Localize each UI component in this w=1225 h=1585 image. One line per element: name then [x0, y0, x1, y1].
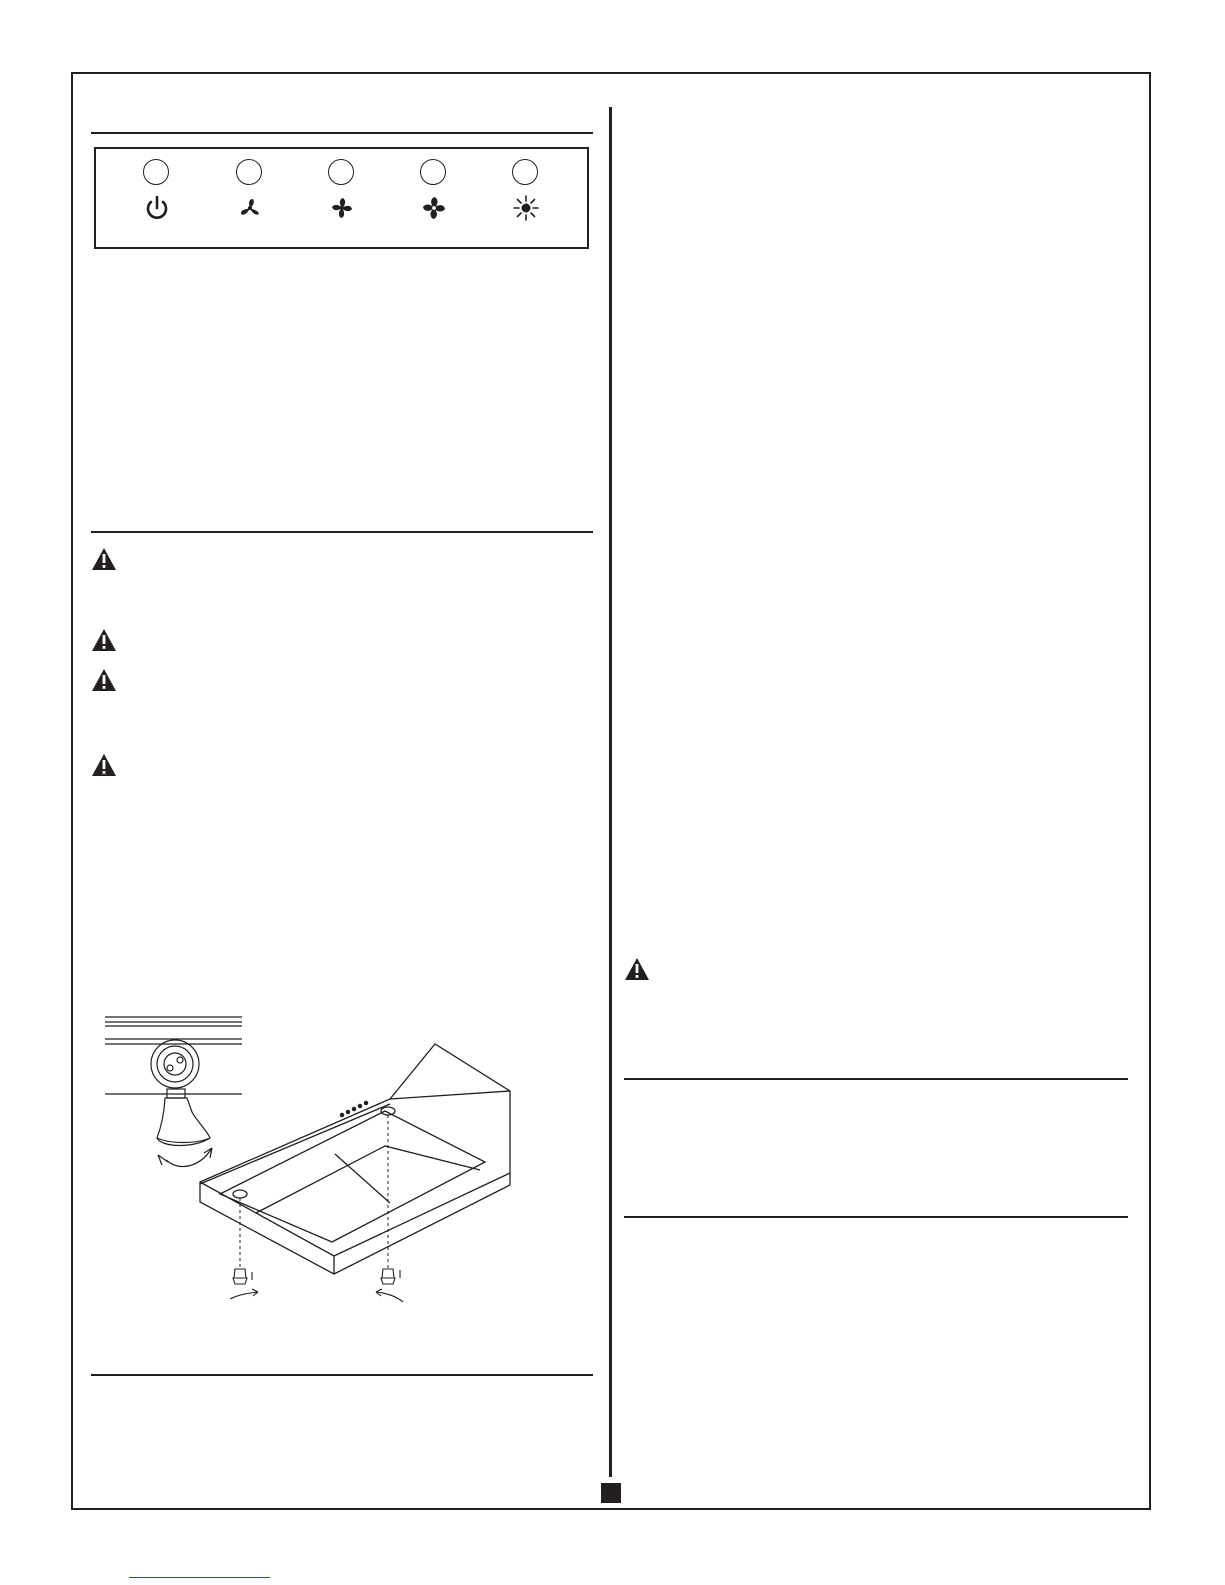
fan-medium-button[interactable]	[326, 159, 358, 219]
column-divider	[609, 107, 612, 1477]
section-rule-right-middle	[624, 1078, 1128, 1080]
fan-high-button-circle[interactable]	[420, 159, 446, 185]
power-button[interactable]	[141, 159, 173, 219]
fan-medium-icon	[327, 193, 357, 223]
footer-link-underline[interactable]	[129, 1577, 270, 1578]
power-icon	[142, 193, 172, 223]
warning-triangle-icon	[91, 547, 117, 571]
fan-high-icon	[419, 193, 449, 223]
light-button-circle[interactable]	[512, 159, 538, 185]
section-rule-lighting	[91, 531, 593, 533]
fan-low-icon	[235, 193, 265, 223]
page-number-box	[601, 1483, 621, 1503]
fan-medium-button-circle[interactable]	[328, 159, 354, 185]
control-panel	[94, 147, 589, 249]
light-icon	[511, 193, 541, 223]
warning-triangle-icon	[624, 957, 650, 981]
fan-high-button[interactable]	[418, 159, 450, 219]
bulb-replacement-illustration	[100, 1012, 540, 1322]
power-button-circle[interactable]	[143, 159, 169, 185]
warning-triangle-icon	[91, 753, 117, 777]
fan-low-button[interactable]	[234, 159, 266, 219]
section-rule-right-lower	[624, 1216, 1128, 1218]
section-rule-left-bottom	[91, 1374, 593, 1376]
fan-low-button-circle[interactable]	[236, 159, 262, 185]
warning-triangle-icon	[91, 668, 117, 692]
warning-triangle-icon	[91, 628, 117, 652]
section-rule-controls	[91, 132, 593, 134]
light-button[interactable]	[510, 159, 542, 219]
